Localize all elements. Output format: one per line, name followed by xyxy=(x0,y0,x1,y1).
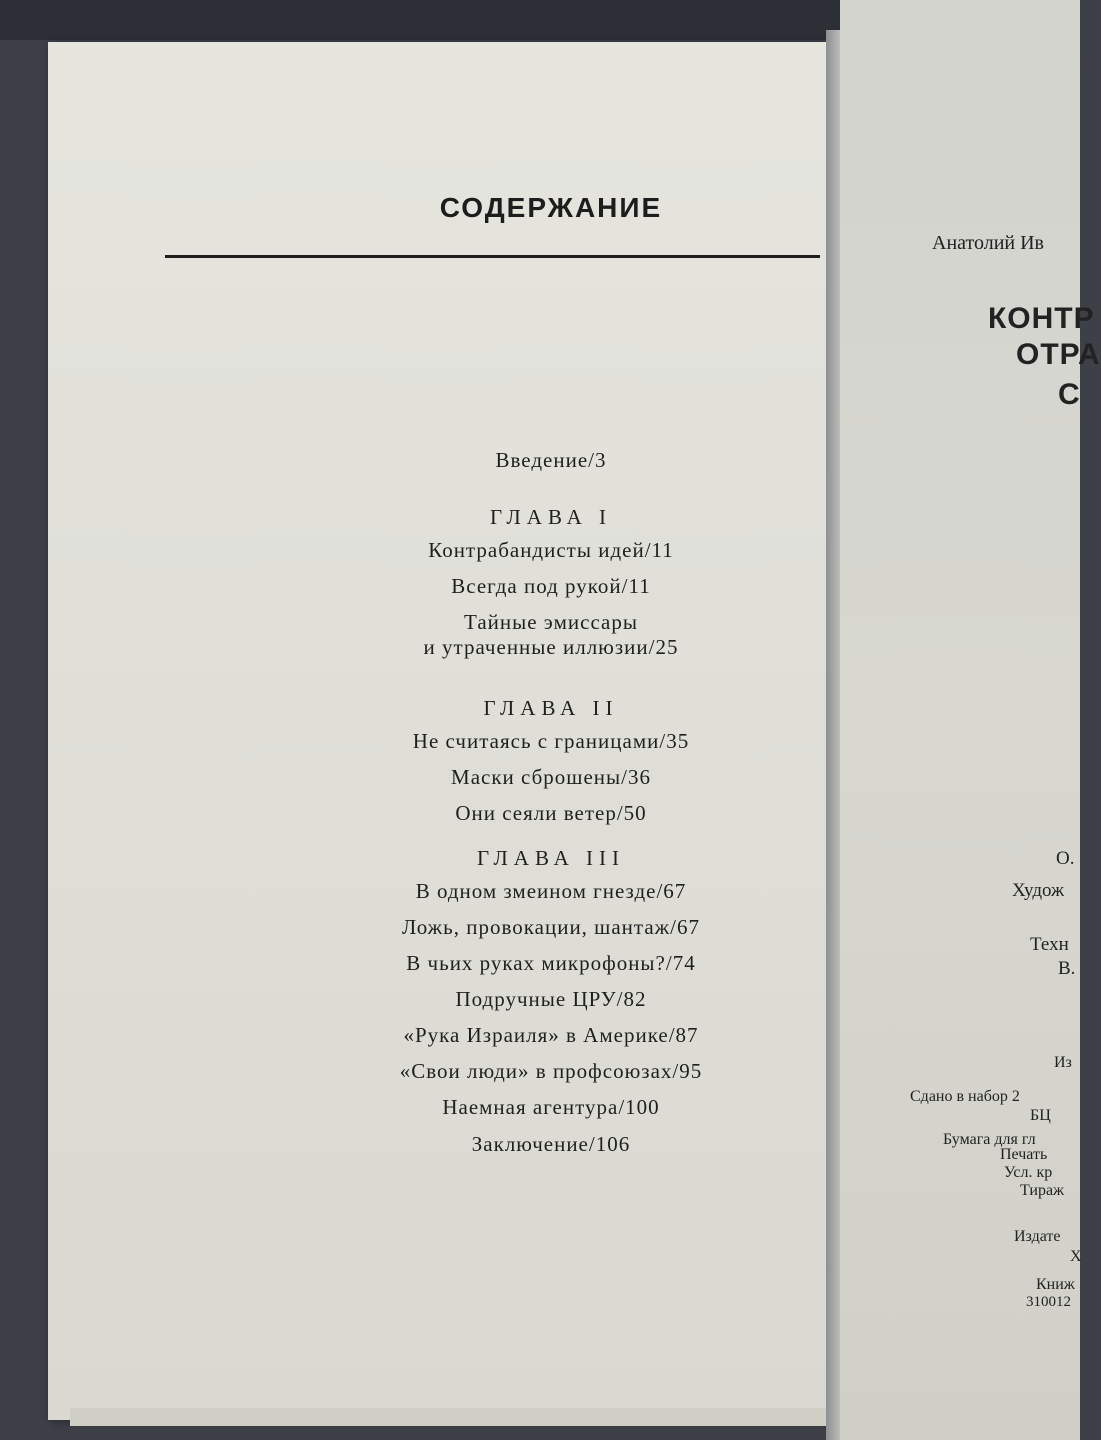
toc-entry: Маски сброшены/36 xyxy=(451,765,651,789)
book-title-line: КОНТР xyxy=(988,302,1095,335)
author-name: Анатолий Ив xyxy=(932,232,1044,254)
toc-entry: и утраченные иллюзии/25 xyxy=(423,635,679,659)
toc-introduction: Введение/3 xyxy=(495,448,607,472)
imprint-line: Тираж xyxy=(1020,1182,1065,1199)
toc-entry: Тайные эмиссары xyxy=(464,610,638,634)
imprint-line: Издате xyxy=(1014,1228,1061,1245)
chapter-heading: ГЛАВА II xyxy=(483,696,619,720)
toc-entry: Ложь, провокации, шантаж/67 xyxy=(401,915,701,939)
toc-entry: «Свои люди» в профсоюзах/95 xyxy=(399,1059,703,1083)
toc-entry: Подручные ЦРУ/82 xyxy=(455,987,647,1011)
imprint-line: Книж xyxy=(1036,1276,1075,1293)
left-page-edge xyxy=(70,1408,828,1426)
imprint-line: Бумага для гл xyxy=(943,1131,1036,1148)
chapter-heading: ГЛАВА III xyxy=(476,846,626,870)
imprint-line: Х xyxy=(1070,1248,1082,1265)
title-rule xyxy=(165,255,820,258)
toc-entry: В чьих руках микрофоны?/74 xyxy=(406,951,696,975)
imprint-line: Техн xyxy=(1030,934,1069,955)
page-title: СОДЕРЖАНИЕ xyxy=(439,192,663,223)
imprint-line: Из xyxy=(1054,1054,1072,1071)
imprint-line: Печать xyxy=(1000,1146,1048,1163)
toc-entry: Они сеяли ветер/50 xyxy=(455,801,647,825)
imprint-line: Худож xyxy=(1012,880,1065,901)
toc-entry: Всегда под рукой/11 xyxy=(451,574,651,598)
toc-conclusion: Заключение/106 xyxy=(471,1132,631,1156)
imprint-line: О. xyxy=(1056,848,1075,869)
chapter-heading: ГЛАВА I xyxy=(489,505,613,529)
book-title-line: С xyxy=(1058,378,1081,411)
toc-entry: В одном змеином гнезде/67 xyxy=(415,879,687,903)
imprint-line: Сдано в набор 2 xyxy=(910,1088,1020,1105)
imprint-line: Усл. кр xyxy=(1004,1164,1053,1181)
toc-entry: «Рука Израиля» в Америке/87 xyxy=(403,1023,699,1047)
imprint-line: БЦ xyxy=(1030,1107,1051,1124)
toc-entry: Не считаясь с границами/35 xyxy=(412,729,690,753)
imprint-line: В. xyxy=(1058,958,1076,979)
toc-entry: Контрабандисты идей/11 xyxy=(428,538,674,562)
toc-entry: Наемная агентура/100 xyxy=(442,1095,660,1119)
book-title-line: ОТРА xyxy=(1016,338,1101,371)
right-page xyxy=(840,0,1101,1440)
table-of-contents xyxy=(226,448,876,1168)
imprint-line: 310012 xyxy=(1026,1294,1071,1310)
